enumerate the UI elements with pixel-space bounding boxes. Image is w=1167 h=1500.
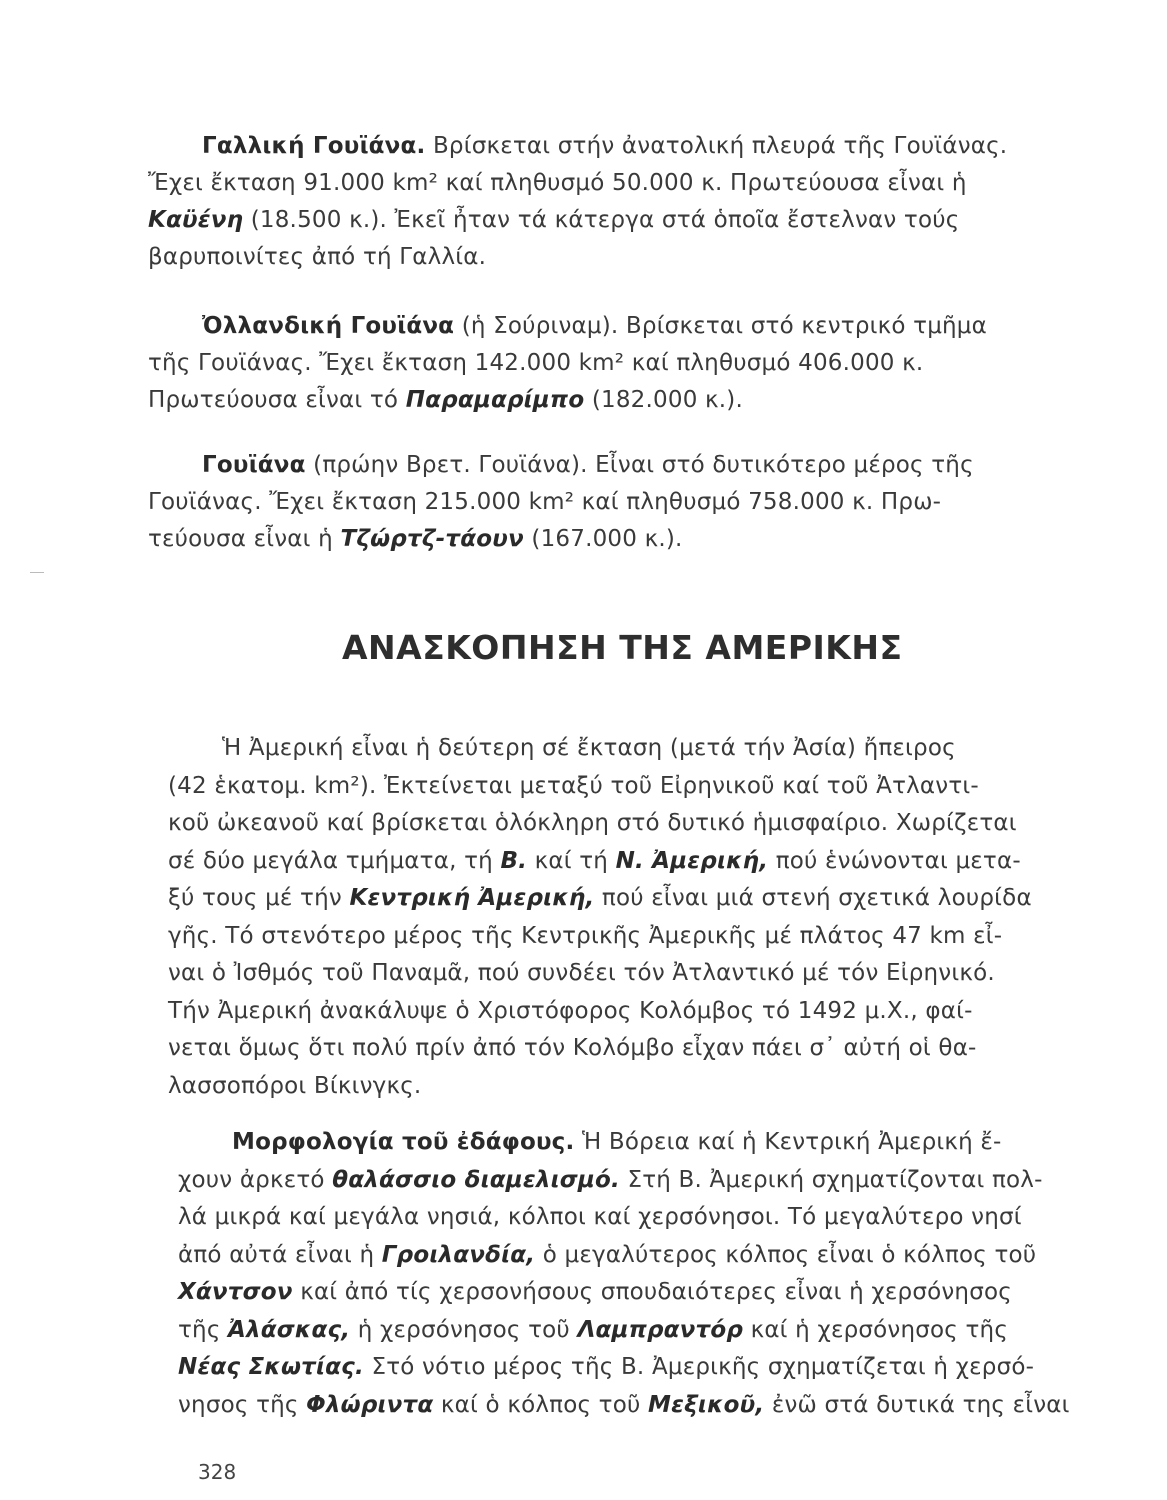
page-number: 328 [198, 1460, 237, 1484]
text: τῆς Γουϊάνας. Ἔχει ἔκταση 142.000 km² καί πληθυσμό 406.000 κ. [148, 350, 924, 376]
text: Γουϊάνας. Ἔχει ἔκταση 215.000 km² καί πληθυσμό 758.000 κ. Πρω- [148, 489, 942, 515]
text: βαρυποινίτες ἀπό τή Γαλλία. [148, 244, 487, 270]
text: σέ δύο μεγάλα τμήματα, τή [168, 847, 493, 874]
paragraph-french-guiana [148, 128, 1028, 276]
suriname-title: Ὀλλανδική Γουϊάνα [202, 313, 455, 339]
text: (πρώην Βρετ. Γουϊάνα). Εἶναι στό δυτικότερο μέρος τῆς [313, 452, 974, 478]
section-heading: ΑΝΑΣΚΟΠΗΣΗ ΤΗΣ ΑΜΕΡΙΚΗΣ [342, 628, 903, 667]
guyana-title: Γουϊάνα [202, 452, 306, 478]
text: ξύ τους μέ τήν [168, 885, 342, 911]
text: καί ὁ κόλπος τοῦ [440, 1391, 641, 1418]
french-guiana-title: Γαλλική Γουϊάνα. [202, 133, 426, 159]
text: Ἡ Βόρεια καί ἡ Κεντρική Ἀμερική ἔ- [581, 1129, 1002, 1155]
text: Ἡ Ἀμερική εἶναι ἡ δεύτερη σέ ἔκταση (μετά τήν Ἀσία) ἤπειρος [222, 735, 956, 761]
text: κοῦ ὠκεανοῦ καί βρίσκεται ὁλόκληρη στό δυτικό ἡμισφαίριο. Χωρίζεται [168, 810, 1017, 836]
text: νησος τῆς [178, 1391, 299, 1418]
place-name: Γροιλανδία, [381, 1241, 536, 1268]
place-name: Χάντσον [178, 1279, 293, 1305]
text: ἐνῶ στά δυτικά της εἶναι [771, 1391, 1070, 1418]
text: γῆς. Τό στενότερο μέρος τῆς Κεντρικῆς Ἀμερικῆς μέ πλάτος 47 km εἶ- [168, 922, 1003, 949]
text: καί ἀπό τίς χερσονήσους σπουδαιότερες εἶναι ἡ χερσόνησος [300, 1279, 1012, 1305]
text: τῆς [178, 1316, 221, 1343]
place-name: Μεξικοῦ, [648, 1391, 765, 1418]
paragraph-morphology [178, 1124, 1070, 1424]
text: ἀπό αὐτά εἶναι ἡ [178, 1241, 375, 1268]
text: καί τή [534, 847, 609, 874]
paragraph-guyana [148, 447, 1028, 558]
north-label: Β. [500, 847, 528, 874]
paragraph-america [168, 730, 1048, 1105]
central-america-label: Κεντρική Ἀμερική, [349, 885, 595, 911]
text: ὁ μεγαλύτερος κόλπος εἶναι ὁ κόλπος τοῦ [542, 1241, 1037, 1268]
term: θαλάσσιο διαμελισμό. [332, 1166, 620, 1193]
capital-name: Τζώρτζ-τάουν [340, 526, 524, 552]
text: καί ἡ χερσόνησος τῆς [750, 1316, 1009, 1343]
paragraph-suriname [148, 308, 1028, 419]
text: Στή Β. Ἀμερική σχηματίζονται πολ- [627, 1166, 1043, 1193]
text: (167.000 κ.). [531, 526, 683, 552]
margin-mark [30, 572, 44, 573]
text: (ἡ Σούριναμ). Βρίσκεται στό κεντρικό τμῆμα [461, 313, 988, 339]
south-america-label: Ν. Ἀμερική, [615, 847, 769, 874]
place-name: Ἀλάσκας, [228, 1316, 351, 1343]
place-name: Νέας Σκωτίας. [178, 1354, 364, 1380]
capital-name: Παραμαρίμπο [405, 387, 585, 413]
morphology-title: Μορφολογία τοῦ ἐδάφους. [232, 1129, 575, 1155]
place-name: Λαμπραντόρ [577, 1316, 744, 1343]
text: πού ἑνώνονται μετα- [775, 847, 1021, 874]
text: ἡ χερσόνησος τοῦ [357, 1316, 570, 1343]
text: νεται ὅμως ὅτι πολύ πρίν ἀπό τόν Κολόμβο εἶχαν πάει σ᾿ αὐτή οἱ θα- [168, 1035, 977, 1061]
text: πού εἶναι μιά στενή σχετικά λουρίδα [601, 885, 1032, 911]
text: Πρωτεύουσα εἶναι τό [148, 387, 399, 413]
text: λά μικρά καί μεγάλα νησιά, κόλποι καί χερσόνησοι. Τό μεγαλύτερο νησί [178, 1204, 1022, 1230]
text: Βρίσκεται στήν ἀνατολική πλευρά τῆς Γουϊάνας. [432, 133, 1008, 159]
text: (18.500 κ.). Ἐκεῖ ἦταν τά κάτεργα στά ὁποῖα ἔστελναν τούς [250, 207, 960, 233]
text: (182.000 κ.). [591, 387, 743, 413]
text: λασσοπόροι Βίκινγκς. [168, 1072, 422, 1099]
text: τεύουσα εἶναι ἡ [148, 526, 333, 552]
text: Τήν Ἀμερική ἀνακάλυψε ὁ Χριστόφορος Κολόμβος τό 1492 μ.Χ., φαί- [168, 997, 973, 1024]
text: ναι ὁ Ἰσθμός τοῦ Παναμᾶ, πού συνδέει τόν Ἀτλαντικό μέ τόν Εἰρηνικό. [168, 960, 995, 986]
text: Στό νότιο μέρος τῆς Β. Ἀμερικῆς σχηματίζεται ἡ χερσό- [371, 1354, 1035, 1380]
text: χουν ἀρκετό [178, 1166, 325, 1193]
capital-name: Καϋένη [148, 207, 244, 233]
place-name: Φλώριντα [306, 1391, 434, 1418]
text: Ἔχει ἔκταση 91.000 km² καί πληθυσμό 50.000 κ. Πρωτεύουσα εἶναι ἡ [148, 170, 967, 196]
text: (42 ἑκατομ. km²). Ἐκτείνεται μεταξύ τοῦ Εἰρηνικοῦ καί τοῦ Ἀτλαντι- [168, 772, 979, 799]
